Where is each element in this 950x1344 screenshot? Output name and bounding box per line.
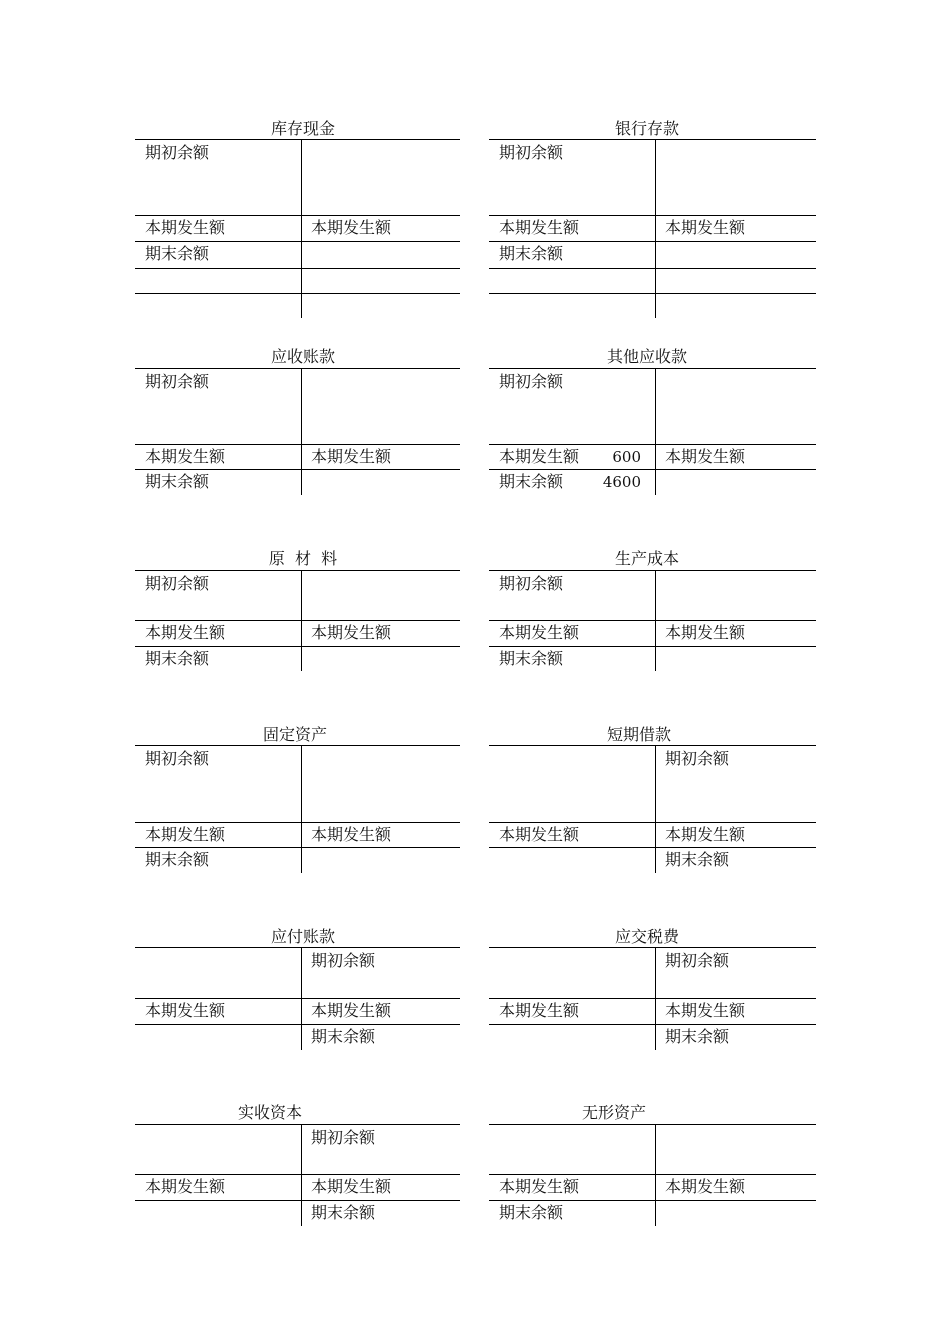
debit-occurrence-label: 本期发生额 bbox=[499, 1001, 580, 1020]
debit-occurrence-label: 本期发生额 bbox=[145, 825, 226, 844]
account-title: 生产成本 bbox=[614, 549, 679, 568]
row-rule bbox=[489, 1024, 816, 1025]
debit-occurrence-label: 本期发生额 bbox=[145, 447, 226, 466]
top-rule bbox=[135, 368, 460, 369]
t-account bbox=[489, 548, 816, 671]
top-rule bbox=[135, 1124, 460, 1125]
debit-occurrence-label: 本期发生额 bbox=[145, 218, 226, 237]
row-rule bbox=[489, 822, 816, 823]
credit-occurrence-label: 本期发生额 bbox=[311, 1001, 392, 1020]
debit-occurrence-label: 本期发生额 bbox=[499, 623, 580, 642]
debit-occurrence-amount: 600 bbox=[612, 448, 641, 466]
debit-ending-amount: 4600 bbox=[602, 473, 641, 491]
debit-ending-label: 期末余额 bbox=[145, 649, 210, 668]
center-divider bbox=[301, 745, 302, 873]
row-rule bbox=[489, 215, 816, 216]
top-rule bbox=[489, 139, 816, 140]
row-rule bbox=[135, 822, 460, 823]
t-account bbox=[135, 926, 460, 1050]
account-title: 短期借款 bbox=[606, 725, 671, 744]
center-divider bbox=[655, 745, 656, 873]
debit-occurrence-label: 本期发生额 bbox=[499, 218, 580, 237]
credit-occurrence-label: 本期发生额 bbox=[665, 825, 746, 844]
credit-opening-label: 期初余额 bbox=[665, 951, 730, 970]
t-account bbox=[135, 1102, 460, 1226]
credit-occurrence-label: 本期发生额 bbox=[665, 1177, 746, 1196]
debit-occurrence-label: 本期发生额 bbox=[145, 623, 226, 642]
row-rule bbox=[135, 847, 460, 848]
t-account bbox=[489, 724, 816, 873]
debit-opening-label: 期初余额 bbox=[145, 143, 210, 162]
top-rule bbox=[135, 947, 460, 948]
row-rule bbox=[489, 293, 816, 294]
row-rule bbox=[135, 1024, 460, 1025]
center-divider bbox=[301, 368, 302, 495]
t-account bbox=[135, 346, 460, 495]
center-divider bbox=[655, 947, 656, 1050]
row-rule bbox=[489, 444, 816, 445]
account-title: 应付账款 bbox=[270, 927, 335, 946]
row-rule bbox=[489, 646, 816, 647]
debit-opening-label: 期初余额 bbox=[499, 372, 564, 391]
row-rule bbox=[135, 1174, 460, 1175]
debit-ending-label: 期末余额 bbox=[499, 649, 564, 668]
t-account bbox=[489, 346, 816, 495]
debit-ending-label: 期末余额 bbox=[145, 244, 210, 263]
top-rule bbox=[489, 947, 816, 948]
account-title: 原 材 料 bbox=[268, 549, 338, 568]
credit-occurrence-label: 本期发生额 bbox=[311, 447, 392, 466]
debit-opening-label: 期初余额 bbox=[499, 574, 564, 593]
account-title: 银行存款 bbox=[614, 119, 679, 138]
t-account bbox=[135, 548, 460, 671]
debit-occurrence-label: 本期发生额 bbox=[499, 1177, 580, 1196]
credit-occurrence-label: 本期发生额 bbox=[311, 1177, 392, 1196]
credit-occurrence-label: 本期发生额 bbox=[311, 825, 392, 844]
debit-ending-label: 期末余额 bbox=[499, 1203, 564, 1222]
debit-ending-label: 期末余额 bbox=[145, 850, 210, 869]
debit-opening-label: 期初余额 bbox=[499, 143, 564, 162]
account-title: 应交税费 bbox=[614, 927, 679, 946]
row-rule bbox=[489, 1174, 816, 1175]
row-rule bbox=[135, 215, 460, 216]
credit-ending-label: 期末余额 bbox=[665, 1027, 730, 1046]
credit-ending-label: 期末余额 bbox=[311, 1203, 376, 1222]
debit-occurrence-label: 本期发生额 bbox=[499, 447, 580, 466]
debit-occurrence-label: 本期发生额 bbox=[145, 1177, 226, 1196]
row-rule bbox=[489, 620, 816, 621]
center-divider bbox=[655, 139, 656, 318]
top-rule bbox=[135, 570, 460, 571]
row-rule bbox=[135, 268, 460, 269]
t-account bbox=[489, 118, 816, 318]
center-divider bbox=[301, 570, 302, 671]
credit-opening-label: 期初余额 bbox=[665, 749, 730, 768]
top-rule bbox=[489, 1124, 816, 1125]
row-rule bbox=[135, 1200, 460, 1201]
row-rule bbox=[489, 998, 816, 999]
row-rule bbox=[135, 241, 460, 242]
row-rule bbox=[489, 469, 816, 470]
account-title: 固定资产 bbox=[262, 725, 327, 744]
account-title: 应收账款 bbox=[270, 347, 335, 366]
center-divider bbox=[301, 139, 302, 318]
row-rule bbox=[489, 268, 816, 269]
account-title: 库存现金 bbox=[270, 119, 335, 138]
credit-occurrence-label: 本期发生额 bbox=[665, 1001, 746, 1020]
credit-opening-label: 期初余额 bbox=[311, 951, 376, 970]
credit-ending-label: 期末余额 bbox=[311, 1027, 376, 1046]
t-account bbox=[135, 118, 460, 318]
debit-occurrence-label: 本期发生额 bbox=[499, 825, 580, 844]
credit-occurrence-label: 本期发生额 bbox=[311, 218, 392, 237]
row-rule bbox=[489, 847, 816, 848]
row-rule bbox=[135, 469, 460, 470]
debit-opening-label: 期初余额 bbox=[145, 574, 210, 593]
row-rule bbox=[135, 646, 460, 647]
center-divider bbox=[655, 570, 656, 671]
center-divider bbox=[655, 368, 656, 495]
top-rule bbox=[489, 570, 816, 571]
row-rule bbox=[135, 620, 460, 621]
credit-occurrence-label: 本期发生额 bbox=[665, 447, 746, 466]
row-rule bbox=[135, 444, 460, 445]
credit-occurrence-label: 本期发生额 bbox=[665, 623, 746, 642]
top-rule bbox=[489, 368, 816, 369]
credit-opening-label: 期初余额 bbox=[311, 1128, 376, 1147]
t-account bbox=[135, 724, 460, 873]
account-title: 实收资本 bbox=[237, 1103, 302, 1122]
top-rule bbox=[135, 139, 460, 140]
account-title: 无形资产 bbox=[581, 1103, 646, 1122]
center-divider bbox=[301, 1124, 302, 1226]
debit-ending-label: 期末余额 bbox=[499, 244, 564, 263]
row-rule bbox=[135, 998, 460, 999]
debit-occurrence-label: 本期发生额 bbox=[145, 1001, 226, 1020]
center-divider bbox=[655, 1124, 656, 1226]
t-account bbox=[489, 1102, 816, 1226]
debit-ending-label: 期末余额 bbox=[499, 472, 564, 491]
row-rule bbox=[489, 241, 816, 242]
top-rule bbox=[489, 745, 816, 746]
row-rule bbox=[489, 1200, 816, 1201]
credit-occurrence-label: 本期发生额 bbox=[665, 218, 746, 237]
credit-occurrence-label: 本期发生额 bbox=[311, 623, 392, 642]
account-title: 其他应收款 bbox=[606, 347, 687, 366]
debit-opening-label: 期初余额 bbox=[145, 749, 210, 768]
center-divider bbox=[301, 947, 302, 1050]
top-rule bbox=[135, 745, 460, 746]
debit-opening-label: 期初余额 bbox=[145, 372, 210, 391]
t-account bbox=[489, 926, 816, 1050]
debit-ending-label: 期末余额 bbox=[145, 472, 210, 491]
credit-ending-label: 期末余额 bbox=[665, 850, 730, 869]
row-rule bbox=[135, 293, 460, 294]
